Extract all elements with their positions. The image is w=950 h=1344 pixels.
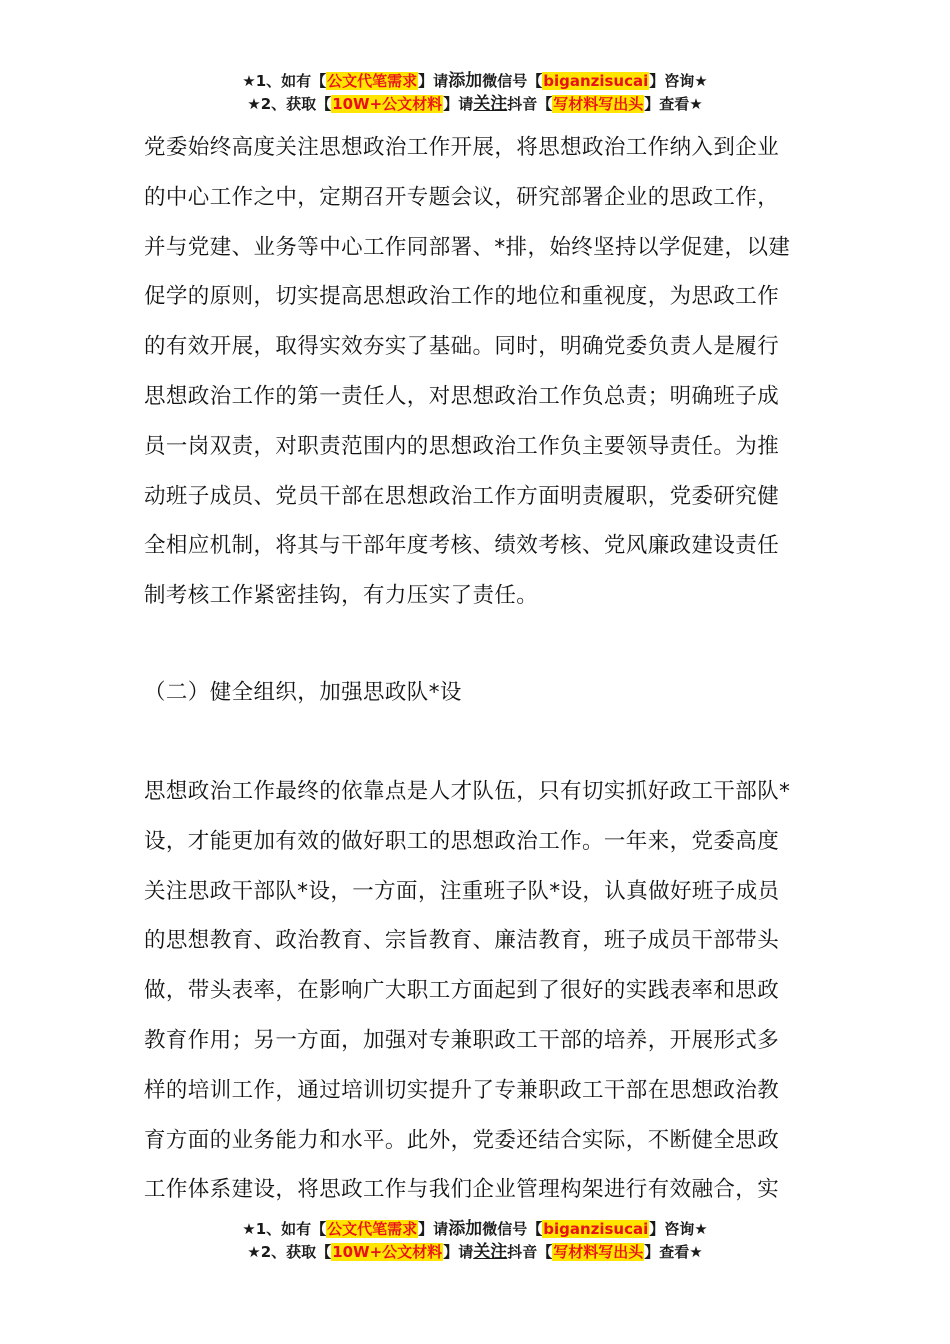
highlight-tag: 写材料写出头: [553, 1243, 644, 1261]
text-line: 的思想教育、政治教育、宗旨教育、廉洁教育，班子成员干部带头: [144, 928, 780, 954]
text-line: 促学的原则，切实提高思想政治工作的地位和重视度，为思政工作: [144, 284, 780, 310]
highlight-tag: biganzisucai: [543, 72, 649, 90]
text-line: 的中心工作之中，定期召开专题会议，研究部署企业的思政工作，: [144, 184, 780, 210]
banner-text: 】请: [443, 1243, 474, 1261]
text-line: 党委始终高度关注思想政治工作开展，将思想政治工作纳入到企业: [144, 135, 780, 160]
text-line: 关注思政干部队*设，一方面，注重班子队*设，认真做好班子成员: [144, 878, 780, 904]
emphasis-text: 关注: [473, 1242, 508, 1262]
emphasis-text: 关注: [473, 94, 508, 114]
banner-text: ★1、如有【: [242, 1220, 327, 1238]
highlight-tag: 公文代笔需求: [327, 72, 418, 90]
text-line: 教育作用；另一方面，加强对专兼职政工干部的培养，开展形式多: [144, 1027, 780, 1053]
text-line: 工作体系建设，将思政工作与我们企业管理构架进行有效融合，实: [144, 1177, 780, 1203]
banner-text: 微信号【: [482, 72, 543, 90]
banner-text: 抖音【: [507, 95, 553, 113]
text-line: 育方面的业务能力和水平。此外，党委还结合实际，不断健全思政: [144, 1127, 780, 1153]
footer-banner: [0, 1218, 950, 1264]
emphasis-text: 添加: [448, 71, 483, 91]
banner-line-2: [0, 1241, 950, 1264]
banner-text: 】咨询★: [649, 1220, 708, 1238]
highlight-tag: 公文代笔需求: [327, 1220, 418, 1238]
text-line: 全相应机制，将其与干部年度考核、绩效考核、党风廉政建设责任: [144, 533, 780, 559]
header-banner: [0, 70, 950, 116]
highlight-tag: 10W+公文材料: [332, 95, 443, 113]
banner-text: 】咨询★: [649, 72, 708, 90]
banner-line-2: [0, 93, 950, 116]
text-line: 做，带头表率，在影响广大职工方面起到了很好的实践表率和思政: [144, 978, 780, 1004]
paragraph-1: [144, 123, 806, 621]
text-line: 思想政治工作最终的依靠点是人才队伍，只有切实抓好政工干部队*: [144, 779, 791, 804]
banner-text: 微信号【: [482, 1220, 543, 1238]
banner-line-1: [0, 1218, 950, 1241]
text-line: 的有效开展，取得实效夯实了基础。同时，明确党委负责人是履行: [144, 334, 780, 360]
banner-text: 】请: [418, 1220, 449, 1238]
text-line: 思想政治工作的第一责任人，对思想政治工作负总责；明确班子成: [144, 383, 780, 409]
highlight-tag: 10W+公文材料: [332, 1243, 443, 1261]
banner-text: 】查看★: [644, 1243, 703, 1261]
banner-text: ★2、获取【: [247, 95, 332, 113]
banner-text: ★2、获取【: [247, 1243, 332, 1261]
text-line: 并与党建、业务等中心工作同部署、*排，始终坚持以学促建，以建: [144, 234, 791, 260]
paragraph-2: [144, 767, 806, 1215]
highlight-tag: biganzisucai: [543, 1220, 649, 1238]
banner-line-1: [0, 70, 950, 93]
banner-text: 】请: [443, 95, 474, 113]
banner-text: ★1、如有【: [242, 72, 327, 90]
banner-text: 抖音【: [507, 1243, 553, 1261]
section-heading: （二）健全组织，加强思政队*设: [144, 680, 462, 705]
emphasis-text: 添加: [448, 1219, 483, 1239]
text-line: 样的培训工作，通过培训切实提升了专兼职政工干部在思想政治教: [144, 1077, 780, 1103]
text-line: 设，才能更加有效的做好职工的思想政治工作。一年来，党委高度: [144, 828, 780, 854]
banner-text: 】请: [418, 72, 449, 90]
banner-text: 】查看★: [644, 95, 703, 113]
text-line: 制考核工作紧密挂钩，有力压实了责任。: [144, 583, 539, 609]
highlight-tag: 写材料写出头: [553, 95, 644, 113]
text-line: 员一岗双责，对职责范围内的思想政治工作负主要领导责任。为推: [144, 433, 780, 459]
text-line: 动班子成员、党员干部在思想政治工作方面明责履职，党委研究健: [144, 483, 780, 509]
